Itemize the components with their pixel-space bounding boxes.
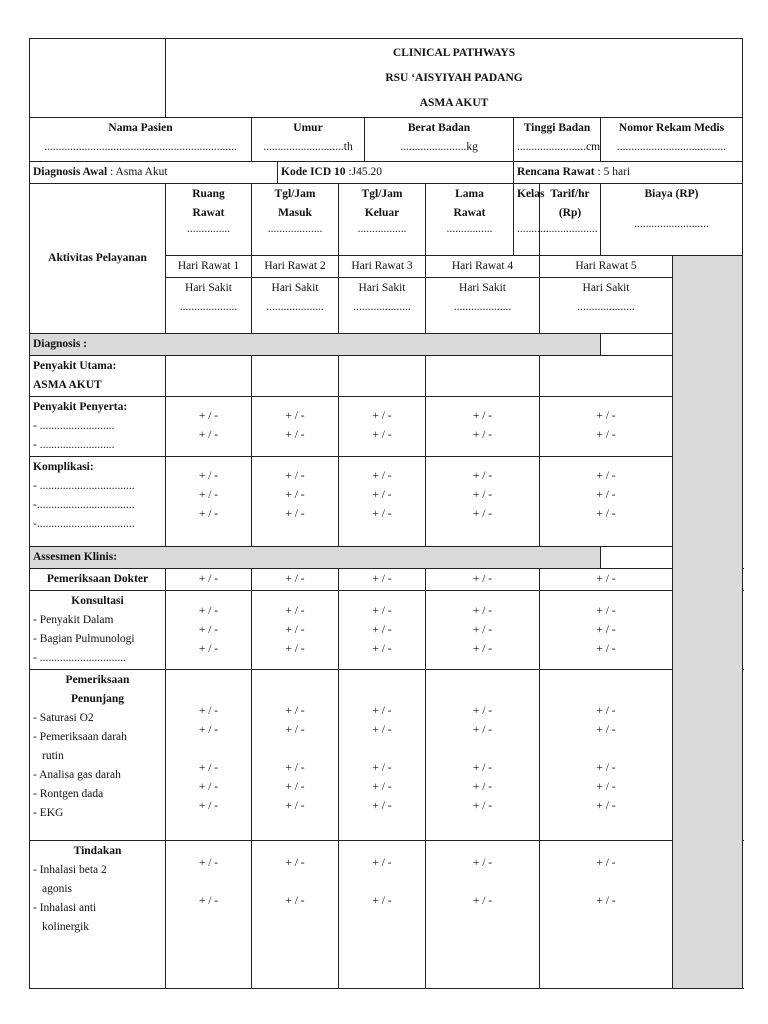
supporting-exam-day-4[interactable]: + / - + / - + / - + / - + / - <box>426 670 540 841</box>
complication-day-5[interactable]: + / - + / - + / - <box>540 457 673 547</box>
consultation-day-3[interactable]: + / - + / - + / - <box>339 591 426 670</box>
comorbidity-day-1[interactable]: + / - + / - <box>166 397 252 457</box>
comorbidity-day-3[interactable]: + / - + / - <box>339 397 426 457</box>
consultation-day-5[interactable]: + / - + / - + / - <box>540 591 673 670</box>
consultation-cell: Konsultasi - Penyakit Dalam - Bagian Pulmunologi - .............................. <box>30 591 166 670</box>
icd-code-cell <box>278 162 514 184</box>
medical-record-cell[interactable] <box>601 118 743 162</box>
icd-code-value: :J45.20 <box>345 166 382 178</box>
supporting-exam-day-2[interactable]: + / - + / - + / - + / - + / - <box>252 670 339 841</box>
day-5-sick[interactable]: Hari Sakit .................... <box>540 278 673 334</box>
diagnosis-section-header: Diagnosis : <box>30 334 601 356</box>
supporting-exam-day-1[interactable]: + / - + / - + / - + / - + / - <box>166 670 252 841</box>
col-biaya: Biaya (RP) .......................... <box>601 184 743 256</box>
doctor-exam-day-1[interactable]: + / - <box>166 569 252 591</box>
action-cell: Tindakan - Inhalasi beta 2 agonis - Inhalasi anti kolinergik <box>30 841 166 989</box>
supporting-exam-day-3[interactable]: + / - + / - + / - + / - + / - <box>339 670 426 841</box>
action-day-4[interactable]: + / - + / - <box>426 841 540 989</box>
initial-diagnosis-cell <box>30 162 278 184</box>
icd-code-label: Kode ICD 10 <box>281 166 346 178</box>
main-disease-day-3[interactable] <box>339 356 426 397</box>
consultation-day-2[interactable]: + / - + / - + / - <box>252 591 339 670</box>
action-day-1[interactable]: + / - + / - <box>166 841 252 989</box>
cost-gray-area <box>673 256 743 989</box>
col-kelas: Kelas ........... <box>514 184 540 256</box>
supporting-exam-day-5[interactable]: + / - + / - + / - + / - + / - <box>540 670 673 841</box>
doctor-exam-day-3[interactable]: + / - <box>339 569 426 591</box>
header-title-3: ASMA AKUT <box>419 97 489 109</box>
comorbidity-day-4[interactable]: + / - + / - <box>426 397 540 457</box>
complication-day-3[interactable]: + / - + / - + / - <box>339 457 426 547</box>
col-tgl-keluar: Tgl/Jam Keluar ................. <box>339 184 426 256</box>
planned-stay-value: : 5 hari <box>594 166 631 178</box>
weight-cell[interactable] <box>365 118 514 162</box>
main-disease-day-2[interactable] <box>252 356 339 397</box>
planned-stay-label: Rencana Rawat <box>517 166 595 178</box>
complication-day-2[interactable]: + / - + / - + / - <box>252 457 339 547</box>
comorbidity-day-2[interactable]: + / - + / - <box>252 397 339 457</box>
height-cell[interactable] <box>514 118 601 162</box>
age-field[interactable]: ............................th <box>263 141 353 153</box>
comorbidity-day-5[interactable]: + / - + / - <box>540 397 673 457</box>
col-tgl-masuk: Tgl/Jam Masuk ................... <box>252 184 339 256</box>
initial-diagnosis-value: : Asma Akut <box>107 166 168 178</box>
complication-cell: Komplikasi: - ................................. -.................................. -.................................. <box>30 457 166 547</box>
complication-day-1[interactable]: + / - + / - + / - <box>166 457 252 547</box>
day-3-sick[interactable]: Hari Sakit .................... <box>339 278 426 334</box>
complication-day-4[interactable]: + / - + / - + / - <box>426 457 540 547</box>
medical-record-label: Nomor Rekam Medis <box>618 122 725 134</box>
clinical-assessment-header: Assesmen Klinis: <box>30 547 601 569</box>
logo-cell <box>30 39 166 118</box>
main-disease-day-4[interactable] <box>426 356 540 397</box>
day-3-label: Hari Rawat 3 <box>339 256 426 278</box>
weight-field[interactable]: .......................kg <box>400 141 478 153</box>
age-cell[interactable] <box>252 118 365 162</box>
comorbidity-cell: Penyakit Penyerta: - .......................... - .......................... <box>30 397 166 457</box>
day-4-label: Hari Rawat 4 <box>426 256 540 278</box>
clinical-pathway-table <box>29 38 743 989</box>
doctor-exam-day-5[interactable]: + / - <box>540 569 673 591</box>
day-2-label: Hari Rawat 2 <box>252 256 339 278</box>
col-lama-rawat: Lama Rawat ................ <box>426 184 514 256</box>
initial-diagnosis-label: Diagnosis Awal <box>33 166 108 178</box>
action-day-2[interactable]: + / - + / - <box>252 841 339 989</box>
main-disease-day-1[interactable] <box>166 356 252 397</box>
height-field[interactable]: ........................cm <box>517 141 601 153</box>
service-activity-label: Aktivitas Pelayanan <box>30 184 166 334</box>
header-title-1: CLINICAL PATHWAYS <box>392 47 516 59</box>
col-tarif: Tarif/hr (Rp) ................... <box>540 184 601 256</box>
action-day-5[interactable]: + / - + / - <box>540 841 673 989</box>
planned-stay-cell <box>514 162 743 184</box>
main-disease-cell: Penyakit Utama: ASMA AKUT <box>30 356 166 397</box>
document-header <box>166 39 743 118</box>
weight-label: Berat Badan <box>407 122 471 134</box>
day-1-label: Hari Rawat 1 <box>166 256 252 278</box>
main-disease-day-5[interactable] <box>540 356 673 397</box>
consultation-day-1[interactable]: + / - + / - + / - <box>166 591 252 670</box>
supporting-exam-cell: Pemeriksaan Penunjang - Saturasi O2 - Pemeriksaan darah rutin - Analisa gas darah - Rontgen dada - EKG <box>30 670 166 841</box>
day-1-sick[interactable]: Hari Sakit .................... <box>166 278 252 334</box>
consultation-day-4[interactable]: + / - + / - + / - <box>426 591 540 670</box>
day-2-sick[interactable]: Hari Sakit .................... <box>252 278 339 334</box>
patient-name-field[interactable]: ................................................................... <box>44 141 237 153</box>
day-4-sick[interactable]: Hari Sakit .................... <box>426 278 540 334</box>
day-5-label: Hari Rawat 5 <box>540 256 673 278</box>
height-label: Tinggi Badan <box>523 122 591 134</box>
action-day-3[interactable]: + / - + / - <box>339 841 426 989</box>
doctor-exam-day-4[interactable]: + / - <box>426 569 540 591</box>
patient-name-cell[interactable] <box>30 118 252 162</box>
patient-name-label: Nama Pasien <box>108 122 173 134</box>
doctor-exam-label: Pemeriksaan Dokter <box>30 569 166 591</box>
medical-record-field[interactable]: ...................................... <box>616 141 727 153</box>
doctor-exam-day-2[interactable]: + / - <box>252 569 339 591</box>
col-ruang-rawat: Ruang Rawat ............... <box>166 184 252 256</box>
header-title-2: RSU ‘AISYIYAH PADANG <box>385 72 523 84</box>
age-label: Umur <box>293 122 323 134</box>
